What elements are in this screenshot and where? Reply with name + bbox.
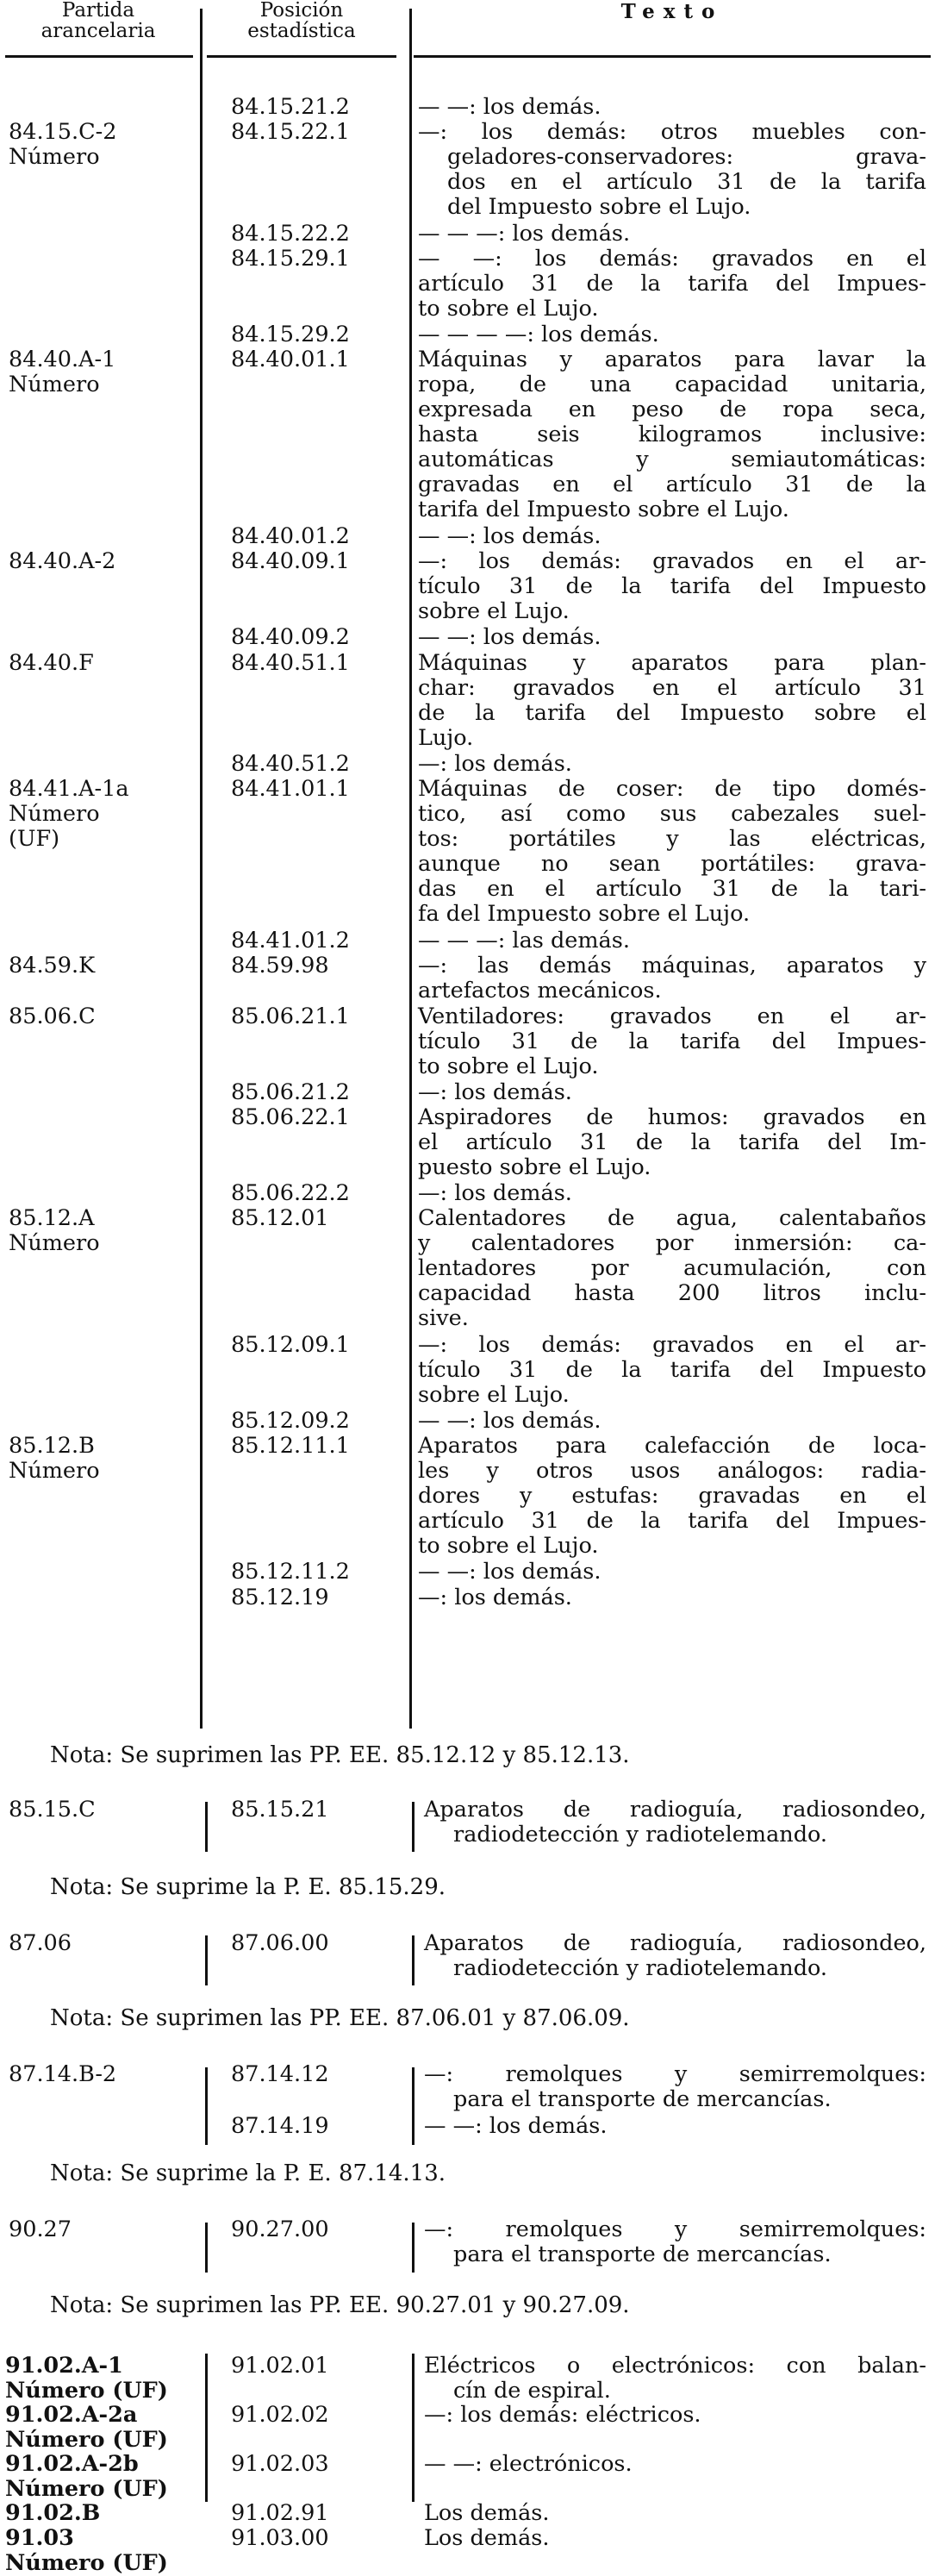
posicion-cell: 85.06.21.2 <box>231 1079 350 1105</box>
texto-line: — —: los demás. <box>418 624 602 651</box>
texto-line: —: los demás: eléctricos. <box>424 2402 701 2428</box>
column-divider-small <box>205 2354 208 2502</box>
note: Nota: Se suprimen las PP. EE. 87.06.01 y 87.06.09. <box>50 2005 630 2031</box>
texto-line: —: remolques y semirremolques: <box>424 2216 926 2242</box>
partida-cell <box>9 1206 194 1256</box>
note: Nota: Se suprimen las PP. EE. 85.12.12 y 85.12.13. <box>50 1742 630 1768</box>
texto-line: capacidad hasta 200 litros inclu- <box>418 1280 926 1307</box>
texto-cell <box>418 120 926 220</box>
texto-cell <box>418 95 926 120</box>
header-partida-line2: arancelaria <box>41 20 156 42</box>
final-posicion: 91.03.00 <box>231 2524 329 2551</box>
column-divider-2 <box>409 9 412 1729</box>
posicion-cell: 85.12.19 <box>231 1584 329 1610</box>
partida-line: Número <box>9 372 100 397</box>
texto-line: y calentadores por inmersión: ca- <box>418 1230 926 1257</box>
texto-line: Calentadores de agua, calentabaños <box>418 1205 926 1232</box>
texto-cell <box>418 953 926 1004</box>
texto-line: — —: los demás. <box>418 523 602 550</box>
posicion-cell: 85.12.11.2 <box>231 1559 350 1585</box>
texto-line: de la tarifa del Impuesto sobre el <box>418 699 926 726</box>
partida-line: 84.59.K <box>9 953 96 979</box>
texto-cell <box>418 651 926 751</box>
texto-line: — —: los demás. <box>418 1407 602 1434</box>
header-posicion <box>202 0 402 52</box>
partida-line: Número <box>9 801 100 828</box>
column-divider-small <box>412 2067 415 2145</box>
texto-line: — — —: las demás. <box>418 927 630 953</box>
texto-line: —: los demás. <box>418 750 572 777</box>
texto-cell <box>418 549 926 624</box>
texto-line: Aspiradores de humos: gravados en <box>418 1104 926 1130</box>
partida-line: 85.12.B <box>9 1432 95 1459</box>
texto-line: puesto sobre el Lujo. <box>418 1154 651 1180</box>
texto-line: sobre el Lujo. <box>418 1381 570 1408</box>
partida-line: Número (UF) <box>5 2427 168 2453</box>
row-8714b2-posicion: 87.14.12 <box>231 2061 329 2087</box>
texto-line: para el transporte de mercancías. <box>453 2086 832 2112</box>
texto-line: Los demás. <box>424 2524 550 2551</box>
texto-line: artículo 31 de la tarifa del Impues- <box>418 270 926 297</box>
texto-line: —: los demás: otros muebles con- <box>418 119 926 146</box>
partida-line: 84.40.A-1 <box>9 347 116 372</box>
texto-line: —: los demás. <box>418 1584 572 1610</box>
partida-line: Número <box>9 1230 100 1257</box>
row-8706-posicion: 87.06.00 <box>231 1930 329 1956</box>
texto-line: artículo 31 de la tarifa del Impues- <box>418 1507 926 1534</box>
texto-line: Lujo. <box>418 724 474 751</box>
partida-cell <box>9 1434 194 1484</box>
texto-cell <box>418 625 926 650</box>
final-texto <box>424 2501 926 2526</box>
texto-line: tículo 31 de la tarifa del Impuesto <box>418 573 926 600</box>
partida-cell <box>9 1004 194 1029</box>
final-texto <box>424 2403 926 2428</box>
partida-cell <box>9 549 194 574</box>
texto-cell <box>418 1585 926 1610</box>
texto-line: fa del Impuesto sobre el Lujo. <box>418 901 751 928</box>
final-partida <box>5 2526 190 2576</box>
texto-line: — —: los demás. <box>418 1559 602 1585</box>
partida-cell <box>9 777 194 852</box>
column-divider-small <box>205 1935 208 1985</box>
texto-line: Máquinas y aparatos para lavar la <box>418 347 926 372</box>
row-8515c-texto <box>424 1798 926 1848</box>
partida-cell <box>9 953 194 979</box>
texto-cell <box>418 1333 926 1408</box>
final-texto <box>424 2452 926 2477</box>
final-posicion: 91.02.02 <box>231 2402 329 2428</box>
texto-line: para el transporte de mercancías. <box>453 2241 832 2267</box>
final-posicion: 91.02.03 <box>231 2451 329 2477</box>
partida-line: 91.02.B <box>5 2500 101 2526</box>
partida-line: Número (UF) <box>5 2549 168 2576</box>
texto-line: char: gravados en el artículo 31 <box>418 674 926 701</box>
header-texto: Texto <box>620 0 724 23</box>
partida-line: Número <box>9 144 100 171</box>
partida-line: 91.03 <box>5 2524 74 2551</box>
texto-line: —: remolques y semirremolques: <box>424 2061 926 2087</box>
partida-line: 84.40.F <box>9 649 94 676</box>
texto-line: radiodetección y radiotelemando. <box>453 1822 828 1848</box>
texto-cell <box>418 1434 926 1559</box>
note: Nota: Se suprime la P. E. 87.14.13. <box>50 2160 446 2186</box>
texto-line: tico, así como sus cabezales suel- <box>418 801 926 828</box>
partida-line: 84.41.A-1a <box>9 776 129 803</box>
texto-line: dores y estufas: gravadas en el <box>418 1482 926 1509</box>
texto-line: to sobre el Lujo. <box>418 1532 599 1559</box>
texto-line: — — — —: los demás. <box>418 321 659 347</box>
texto-cell <box>418 1080 926 1105</box>
texto-line: Aparatos de radioguía, radiosondeo, <box>424 1930 926 1956</box>
texto-line: tículo 31 de la tarifa del Impuesto <box>418 1356 926 1383</box>
texto-line: el artículo 31 de la tarifa del Im- <box>418 1129 926 1155</box>
column-divider-small <box>205 2067 208 2145</box>
posicion-cell: 84.41.01.1 <box>231 776 350 803</box>
texto-cell <box>418 1409 926 1434</box>
final-texto <box>424 2526 926 2551</box>
texto-line: — —: los demás: gravados en el <box>418 245 926 272</box>
note: Nota: Se suprime la P. E. 85.15.29. <box>50 1874 446 1900</box>
row-8706-partida: 87.06 <box>9 1930 72 1956</box>
posicion-cell: 85.12.01 <box>231 1205 329 1232</box>
texto-line: das en el artículo 31 de la tari- <box>418 876 926 903</box>
column-divider-small <box>412 1802 415 1852</box>
row-8515c-partida: 85.15.C <box>9 1797 96 1823</box>
texto-cell <box>418 322 926 347</box>
posicion-cell: 84.59.98 <box>231 953 329 979</box>
row-9027-partida: 90.27 <box>9 2216 72 2242</box>
header-rule-posicion <box>207 55 396 58</box>
texto-cell <box>418 247 926 322</box>
row-9027-texto <box>424 2217 926 2267</box>
texto-line: artefactos mecánicos. <box>418 978 662 1004</box>
final-texto <box>424 2354 926 2404</box>
partida-line: Número (UF) <box>5 2378 168 2404</box>
texto-line: — —: los demás. <box>424 2113 608 2139</box>
texto-line: hasta seis kilogramos inclusive: <box>418 422 926 447</box>
texto-cell <box>418 928 926 953</box>
texto-line: —: los demás: gravados en el ar- <box>418 548 926 575</box>
posicion-cell: 84.40.51.1 <box>231 649 350 676</box>
posicion-cell: 84.40.51.2 <box>231 750 350 777</box>
texto-line: expresada en peso de ropa seca, <box>418 397 926 422</box>
header-posicion-line1: Posición <box>259 0 344 22</box>
texto-line: Eléctricos o electrónicos: con balan- <box>424 2353 926 2379</box>
texto-cell <box>418 1206 926 1331</box>
final-posicion: 91.02.01 <box>231 2353 329 2379</box>
texto-line: Aparatos para calefacción de loca- <box>418 1432 926 1459</box>
texto-line: to sobre el Lujo. <box>418 1053 599 1079</box>
texto-cell <box>418 777 926 927</box>
texto-line: —: los demás. <box>418 1179 572 1206</box>
texto-line: —: los demás: gravados en el ar- <box>418 1331 926 1358</box>
partida-line: 91.02.A-2a <box>5 2402 138 2428</box>
partida-line: Número (UF) <box>5 2476 168 2502</box>
row-8515c-posicion: 85.15.21 <box>231 1797 329 1823</box>
texto-line: Máquinas de coser: de tipo domés- <box>418 776 926 803</box>
posicion-cell: 85.12.09.2 <box>231 1407 350 1434</box>
column-divider-1 <box>200 9 203 1729</box>
partida-line: 85.12.A <box>9 1205 95 1232</box>
partida-line: 91.02.A-2b <box>5 2451 139 2477</box>
header-posicion-line2: estadística <box>247 20 356 42</box>
texto-cell <box>418 752 926 777</box>
texto-line: lentadores por acumulación, con <box>418 1255 926 1282</box>
posicion-cell: 85.06.22.2 <box>231 1179 350 1206</box>
partida-line: 84.40.A-2 <box>9 548 116 575</box>
posicion-cell: 84.40.09.2 <box>231 624 350 651</box>
posicion-cell: 84.15.29.2 <box>231 321 350 347</box>
texto-line: radiodetección y radiotelemando. <box>453 1955 828 1981</box>
texto-cell <box>418 1560 926 1585</box>
partida-cell <box>9 651 194 676</box>
posicion-cell: 85.06.21.1 <box>231 1003 350 1029</box>
column-divider-small <box>412 2354 415 2502</box>
final-posicion: 91.02.91 <box>231 2500 329 2526</box>
posicion-cell: 84.15.21.2 <box>231 94 350 120</box>
partida-line: Número <box>9 1457 100 1484</box>
texto-cell <box>418 1105 926 1180</box>
texto-line: — — —: los demás. <box>418 220 631 247</box>
header-partida-line1: Partida <box>61 0 135 22</box>
texto-line: tículo 31 de la tarifa del Impues- <box>418 1028 926 1054</box>
column-divider-small <box>205 1802 208 1852</box>
column-divider-small <box>205 2223 208 2273</box>
posicion-cell: 84.41.01.2 <box>231 927 350 953</box>
final-partida <box>5 2452 190 2502</box>
texto-cell <box>418 222 926 247</box>
partida-cell <box>9 120 194 170</box>
texto-line: —: las demás máquinas, aparatos y <box>418 953 926 979</box>
texto-line: cín de espiral. <box>453 2378 611 2404</box>
posicion-cell: 85.06.22.1 <box>231 1104 350 1130</box>
column-divider-small <box>412 1935 415 1985</box>
texto-cell <box>418 347 926 522</box>
partida-line: (UF) <box>9 826 60 853</box>
texto-line: to sobre el Lujo. <box>418 295 599 322</box>
row-8714b2-b-texto <box>424 2114 926 2139</box>
posicion-cell: 85.12.11.1 <box>231 1432 350 1459</box>
texto-line: aunque no sean portátiles: grava- <box>418 851 926 878</box>
header-rule-partida <box>5 55 193 58</box>
final-partida <box>5 2501 190 2526</box>
texto-cell <box>418 1181 926 1206</box>
texto-line: automáticas y semiautomáticas: <box>418 447 926 472</box>
texto-line: dos en el artículo 31 de la tarifa <box>447 169 926 196</box>
texto-line: tos: portátiles y las eléctricas, <box>418 826 926 853</box>
posicion-cell: 84.40.09.1 <box>231 548 350 575</box>
texto-line: — —: electrónicos. <box>424 2451 633 2477</box>
texto-line: Ventiladores: gravados en el ar- <box>418 1003 926 1029</box>
posicion-cell: 84.40.01.2 <box>231 523 350 550</box>
partida-line: 85.06.C <box>9 1003 96 1029</box>
texto-line: del Impuesto sobre el Lujo. <box>447 194 751 221</box>
posicion-cell: 84.40.01.1 <box>231 347 350 372</box>
header-partida <box>0 0 196 52</box>
final-partida <box>5 2403 190 2453</box>
texto-line: gravadas en el artículo 31 de la <box>418 472 926 497</box>
header-rule-texto <box>414 55 931 58</box>
texto-line: Los demás. <box>424 2500 550 2526</box>
posicion-cell: 84.15.29.1 <box>231 245 350 272</box>
column-divider-small <box>412 2223 415 2273</box>
row-8714b2-b-posicion: 87.14.19 <box>231 2113 329 2139</box>
texto-line: sobre el Lujo. <box>418 598 570 625</box>
note: Nota: Se suprimen las PP. EE. 90.27.01 y 90.27.09. <box>50 2292 630 2318</box>
row-8714b2-partida: 87.14.B-2 <box>9 2061 117 2087</box>
row-9027-posicion: 90.27.00 <box>231 2216 329 2242</box>
posicion-cell: 84.15.22.2 <box>231 220 350 247</box>
texto-line: — —: los demás. <box>418 94 602 120</box>
texto-line: sive. <box>418 1305 469 1332</box>
row-8714b2-texto <box>424 2062 926 2112</box>
texto-line: —: los demás. <box>418 1079 572 1105</box>
texto-cell <box>418 524 926 549</box>
final-partida <box>5 2354 190 2404</box>
texto-line: tarifa del Impuesto sobre el Lujo. <box>418 497 789 522</box>
texto-cell <box>418 1004 926 1079</box>
texto-line: Máquinas y aparatos para plan- <box>418 649 926 676</box>
texto-line: geladores-conservadores: grava- <box>447 144 926 171</box>
partida-cell <box>9 347 194 397</box>
posicion-cell: 85.12.09.1 <box>231 1331 350 1358</box>
texto-line: les y otros usos análogos: radia- <box>418 1457 926 1484</box>
texto-line: Aparatos de radioguía, radiosondeo, <box>424 1797 926 1823</box>
row-8706-texto <box>424 1931 926 1981</box>
partida-line: 84.15.C-2 <box>9 119 117 146</box>
partida-line: 91.02.A-1 <box>5 2353 123 2379</box>
posicion-cell: 84.15.22.1 <box>231 119 350 146</box>
texto-line: ropa, de una capacidad unitaria, <box>418 372 926 397</box>
